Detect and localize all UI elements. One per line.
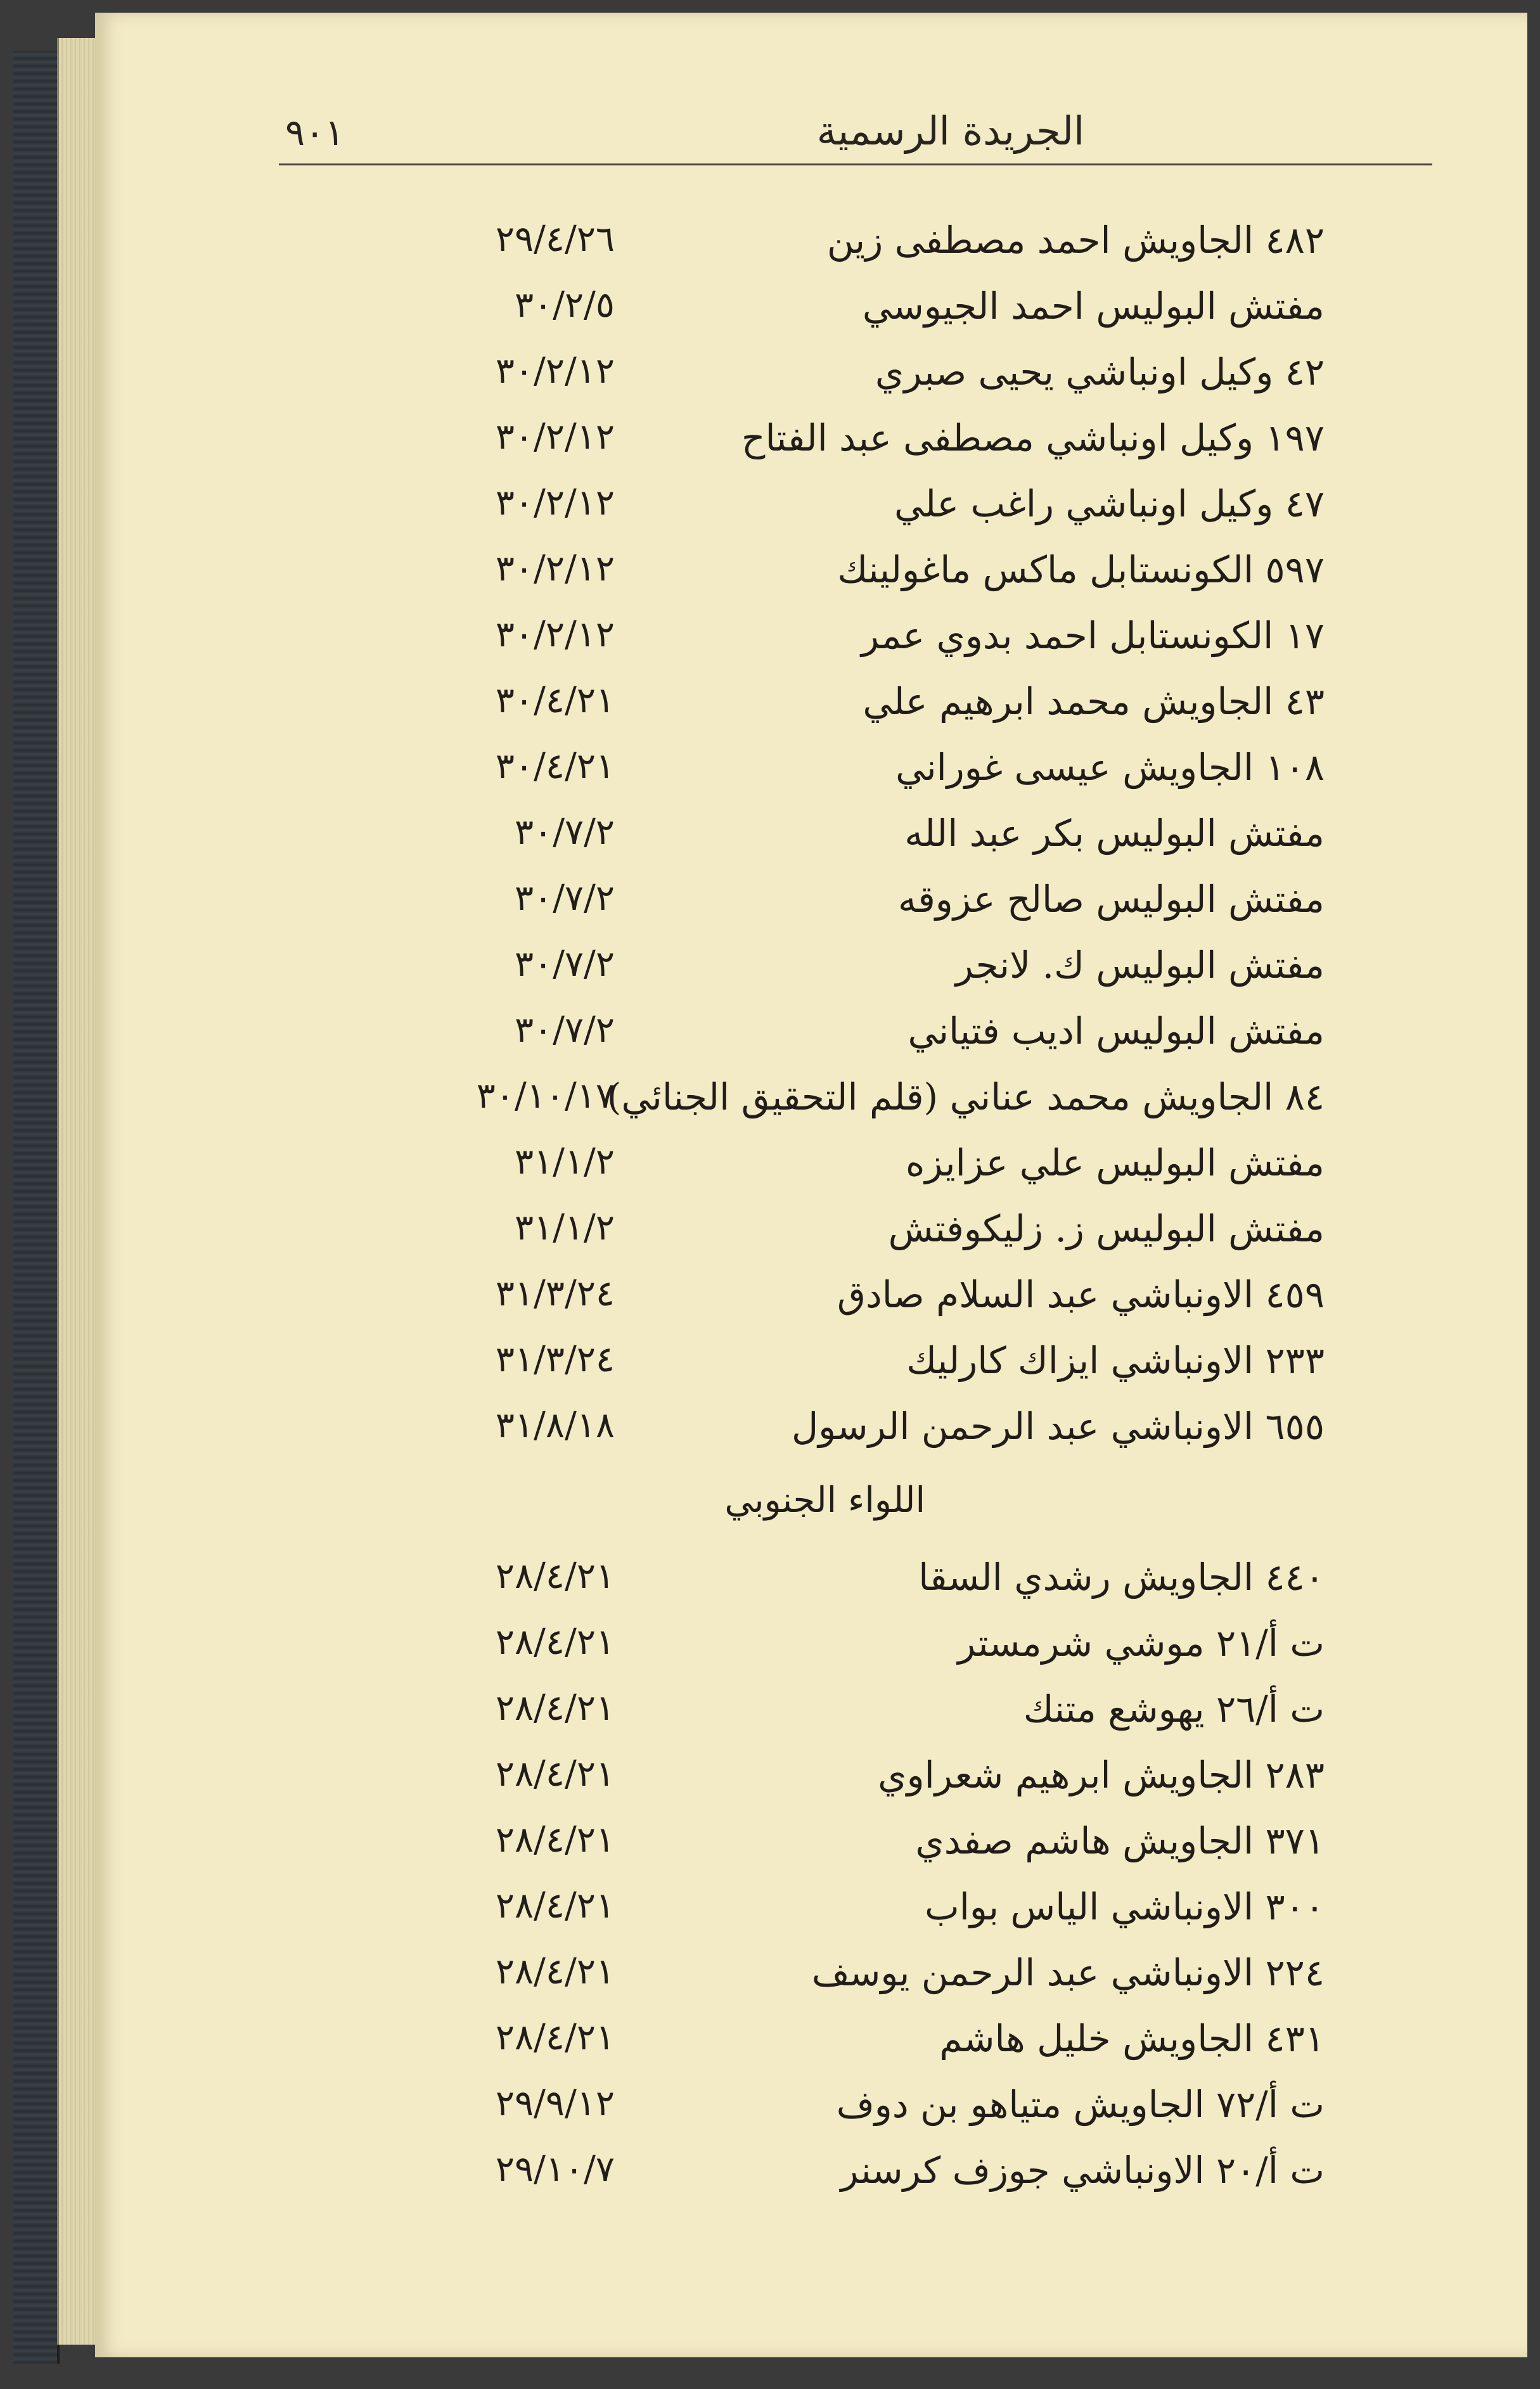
entry-text: ٨٤ الجاويش محمد عناني (قلم التحقيق الجنائي) [606, 1075, 1325, 1118]
list-item [0, 812, 1540, 875]
entry-date: ٢٨/٤/٢١ [495, 1556, 615, 1597]
entry-date: ٣٠/٧/٢ [514, 878, 615, 919]
entry-date: ٣٠/٢/١٢ [495, 416, 615, 458]
list-item [0, 1207, 1540, 1271]
entry-text: ٤٧ وكيل اونباشي راغب علي [894, 482, 1325, 525]
entry-text: مفتش البوليس ك. لانجر [955, 944, 1325, 987]
list-item [0, 350, 1540, 414]
entry-date: ٢٩/٩/١٢ [495, 2083, 615, 2124]
header-rule [279, 163, 1432, 165]
entry-text: ٤٣١ الجاويش خليل هاشم [939, 2017, 1325, 2060]
entry-date: ٢٨/٤/٢١ [495, 1951, 615, 1992]
entry-date: ٣١/٣/٢٤ [495, 1273, 615, 1314]
list-item [0, 944, 1540, 1007]
entry-date: ٢٨/٤/٢١ [495, 2017, 615, 2058]
list-item [0, 1622, 1540, 1685]
list-item [0, 482, 1540, 546]
entry-text: ١٩٧ وكيل اونباشي مصطفى عبد الفتاح [741, 416, 1325, 459]
entry-text: ت أ/٢١ موشي شرمستر [958, 1622, 1325, 1665]
running-title: الجريدة الرسمية [816, 108, 1085, 154]
entry-text: ٤٣ الجاويش محمد ابرهيم علي [863, 680, 1325, 723]
list-item [0, 1688, 1540, 1751]
list-item [0, 1753, 1540, 1817]
entry-date: ٣٠/٤/٢١ [495, 680, 615, 721]
list-item [0, 1009, 1540, 1073]
entry-date: ٣٠/٧/٢ [514, 812, 615, 853]
list-item [0, 680, 1540, 743]
section-heading: اللواء الجنوبي [724, 1480, 925, 1521]
entry-date: ٢٨/٤/٢١ [495, 1885, 615, 1926]
entry-date: ٣١/٨/١٨ [495, 1405, 615, 1446]
entry-text: ٣٠٠ الاونباشي الياس بواب [925, 1885, 1325, 1928]
entry-text: ٥٩٧ الكونستابل ماكس ماغولينك [837, 548, 1325, 591]
entry-date: ٣٠/٢/١٢ [495, 614, 615, 655]
entry-text: مفتش البوليس احمد الجيوسي [862, 285, 1325, 328]
entry-date: ٣١/١/٢ [514, 1141, 615, 1182]
entry-text: ٦٥٥ الاونباشي عبد الرحمن الرسول [791, 1405, 1325, 1448]
entry-date: ٢٨/٤/٢١ [495, 1819, 615, 1861]
entry-date: ٢٨/٤/٢١ [495, 1622, 615, 1663]
entry-text: ٤٢ وكيل اونباشي يحيى صبري [875, 350, 1325, 394]
entry-date: ٢٨/٤/٢١ [495, 1688, 615, 1729]
entry-text: مفتش البوليس صالح عزوقه [897, 878, 1325, 921]
page-header [184, 108, 1445, 165]
entry-text: ت أ/٧٢ الجاويش متياهو بن دوف [836, 2083, 1325, 2126]
entry-date: ٣٠/٢/١٢ [495, 350, 615, 392]
list-item [0, 1339, 1540, 1402]
list-item [0, 2083, 1540, 2146]
entry-date: ٣١/١/٢ [514, 1207, 615, 1248]
entry-text: ت أ/٢٠ الاونباشي جوزف كرسنر [840, 2149, 1325, 2192]
entry-text: مفتش البوليس اديب فتياني [908, 1009, 1325, 1053]
list-item [0, 1273, 1540, 1336]
entry-text: ٣٧١ الجاويش هاشم صفدي [915, 1819, 1325, 1862]
entry-date: ٢٩/٤/٢٦ [495, 219, 615, 260]
entry-date: ٣١/٣/٢٤ [495, 1339, 615, 1380]
list-item [0, 1556, 1540, 1619]
entry-text: ٤٨٢ الجاويش احمد مصطفى زين [826, 219, 1325, 262]
entry-date: ٣٠/١٠/١٧ [476, 1075, 615, 1117]
list-item [0, 746, 1540, 809]
list-item [0, 1819, 1540, 1883]
list-item [0, 2149, 1540, 2212]
list-item [0, 1885, 1540, 1949]
entry-text: ٤٤٠ الجاويش رشدي السقا [918, 1556, 1325, 1599]
entry-text: مفتش البوليس ز. زليكوفتش [888, 1207, 1325, 1250]
list-item [0, 2017, 1540, 2080]
list-item [0, 1951, 1540, 2014]
entry-text: مفتش البوليس بكر عبد الله [904, 812, 1325, 855]
entry-text: ٢٣٣ الاونباشي ايزاك كارليك [906, 1339, 1325, 1382]
entry-date: ٣٠/٧/٢ [514, 944, 615, 985]
entry-date: ٣٠/٢/١٢ [495, 548, 615, 589]
entry-text: ت أ/٢٦ يهوشع متنك [1023, 1688, 1325, 1731]
list-item [0, 285, 1540, 348]
list-item [0, 1075, 1540, 1139]
entry-date: ٢٩/١٠/٧ [495, 2149, 615, 2190]
entry-date: ٣٠/٤/٢١ [495, 746, 615, 787]
list-item [0, 878, 1540, 941]
list-item [0, 1141, 1540, 1205]
list-item [0, 1405, 1540, 1468]
entry-text: ٤٥٩ الاونباشي عبد السلام صادق [837, 1273, 1325, 1316]
list-item [0, 614, 1540, 677]
entry-date: ٣٠/٧/٢ [514, 1009, 615, 1051]
entry-date: ٣٠/٢/١٢ [495, 482, 615, 523]
list-item [0, 416, 1540, 480]
entry-text: ١٧ الكونستابل احمد بدوي عمر [861, 614, 1325, 657]
page-number: ٩٠١ [285, 111, 345, 154]
entry-text: ٢٨٣ الجاويش ابرهيم شعراوي [878, 1753, 1325, 1797]
list-item [0, 548, 1540, 612]
entry-text: مفتش البوليس علي عزايزه [906, 1141, 1325, 1184]
entry-text: ١٠٨ الجاويش عيسى غوراني [895, 746, 1325, 789]
entry-date: ٢٨/٤/٢١ [495, 1753, 615, 1795]
list-item [0, 219, 1540, 282]
entry-text: ٢٢٤ الاونباشي عبد الرحمن يوسف [811, 1951, 1325, 1994]
entry-date: ٣٠/٢/٥ [514, 285, 615, 326]
